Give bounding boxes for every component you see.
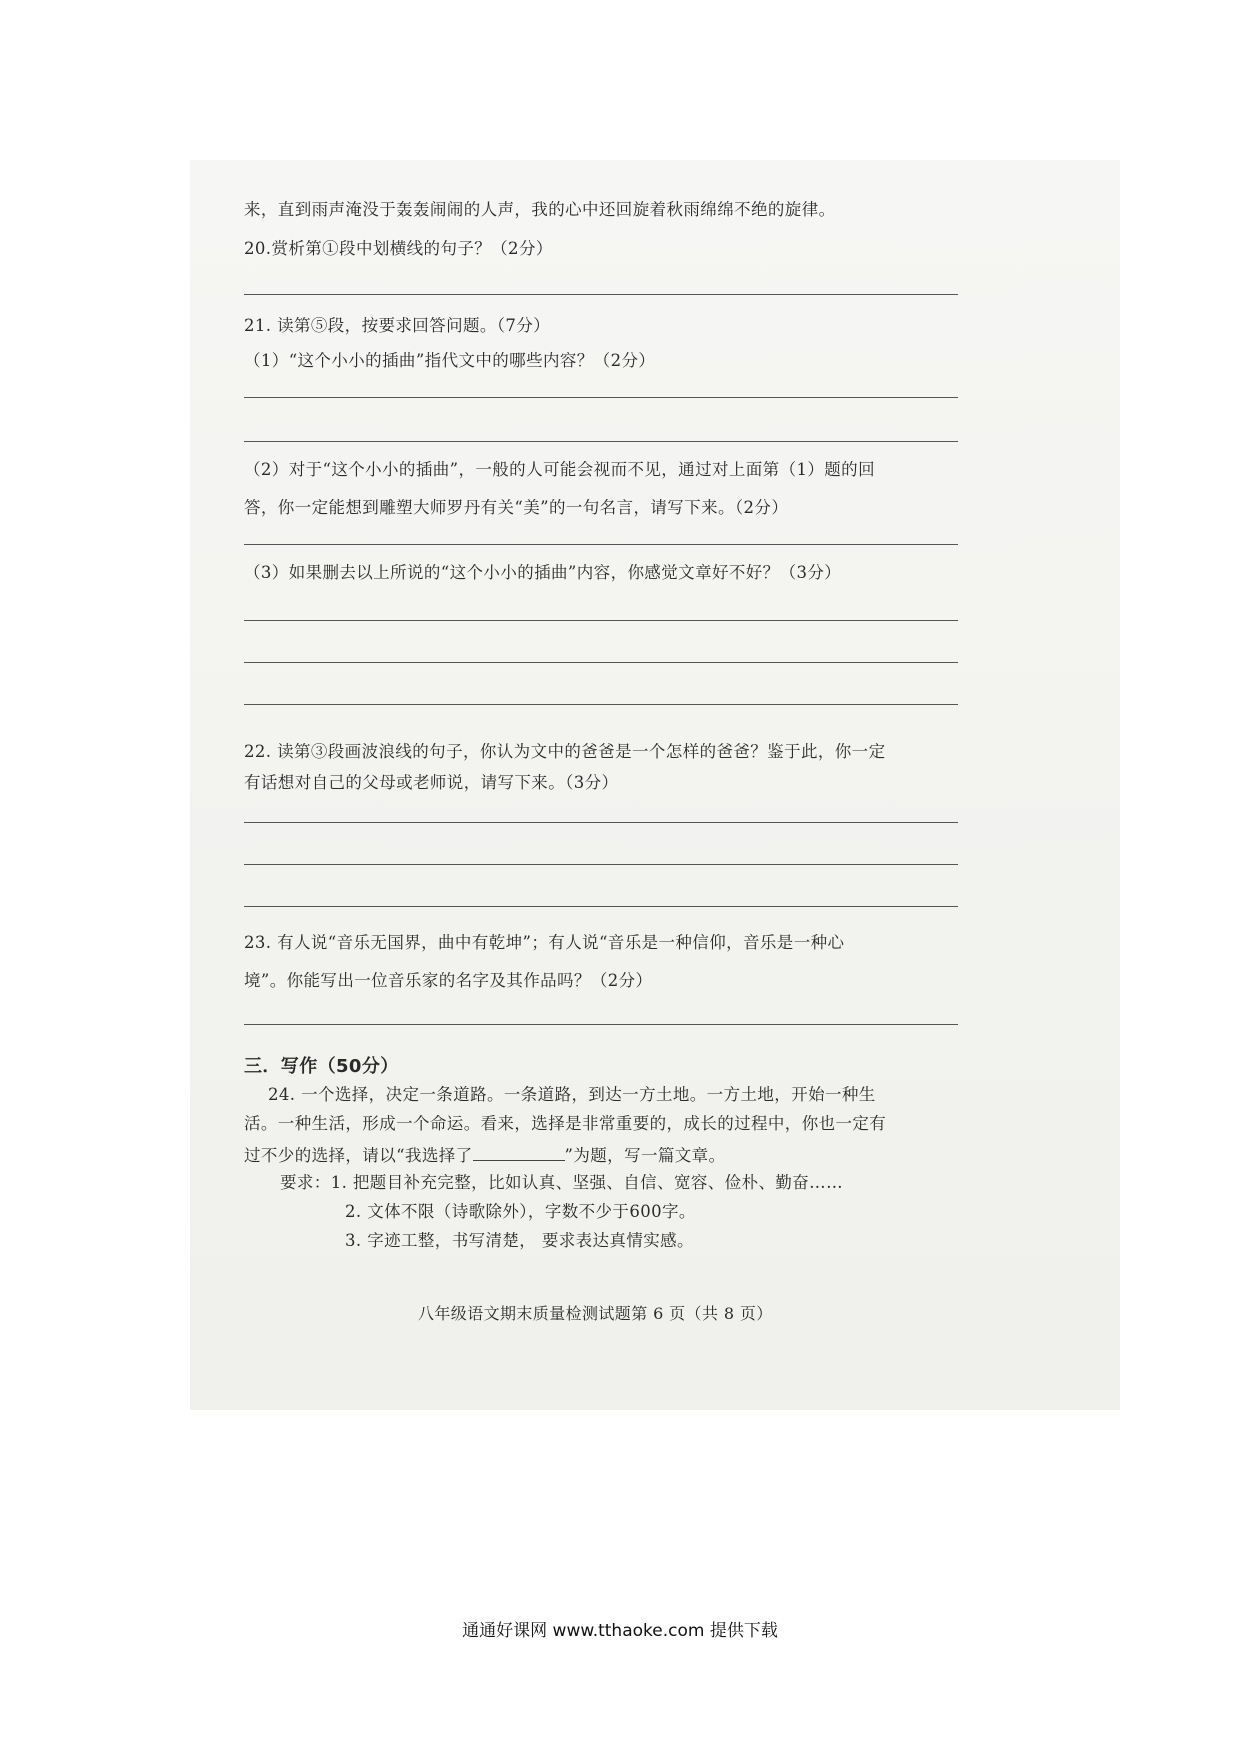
question-23-cont: 境”。你能写出一位音乐家的名字及其作品吗？（2分） [244,971,653,990]
question-20: 20.赏析第①段中划横线的句子？（2分） [244,239,553,258]
answer-line [244,294,958,295]
question-24-line2: 活。一种生活，形成一个命运。看来，选择是非常重要的，成长的过程中，你也一定有 [244,1114,887,1133]
answer-line [244,397,958,398]
prompt-prefix: 过不少的选择，请以“我选择了 [244,1146,473,1165]
answer-line [244,864,958,865]
answer-line [244,822,958,823]
question-21-1: （1）“这个小小的插曲”指代文中的哪些内容？（2分） [244,351,656,370]
section-heading-writing: 三．写作（50分） [244,1056,399,1077]
answer-line [244,620,958,621]
passage-last-line: 来，直到雨声淹没于轰轰闹闹的人声，我的心中还回旋着秋雨绵绵不绝的旋律。 [244,200,836,219]
question-21-2: （2）对于“这个小小的插曲”，一般的人可能会视而不见，通过对上面第（1）题的回 [244,460,875,479]
title-blank [473,1146,565,1161]
download-credit: 通通好课网 www.tthaoke.com 提供下载 [462,1621,778,1641]
answer-line [244,906,958,907]
question-24-line3 [244,1146,725,1165]
prompt-suffix: ”为题，写一篇文章。 [564,1146,726,1165]
requirement-1: 要求：1. 把题目补充完整，比如认真、坚强、自信、宽容、俭朴、勤奋…… [280,1173,843,1192]
question-21-3: （3）如果删去以上所说的“这个小小的插曲”内容，你感觉文章好不好？（3分） [244,563,842,582]
answer-line [244,704,958,705]
question-22-cont: 有话想对自己的父母或老师说，请写下来。（3分） [244,773,619,792]
question-21: 21. 读第⑤段，按要求回答问题。（7分） [244,316,551,335]
question-23: 23. 有人说“音乐无国界，曲中有乾坤”；有人说“音乐是一种信仰，音乐是一种心 [244,933,845,952]
answer-line [244,662,958,663]
answer-line [244,1024,958,1025]
question-22: 22. 读第③段画波浪线的句子，你认为文中的爸爸是一个怎样的爸爸？鉴于此，你一定 [244,742,886,761]
page-footer: 八年级语文期末质量检测试题第 6 页（共 8 页） [418,1304,773,1323]
question-24: 24. 一个选择，决定一条道路。一条道路，到达一方土地。一方土地，开始一种生 [268,1085,876,1104]
question-21-2-cont: 答，你一定能想到雕塑大师罗丹有关“美”的一句名言，请写下来。（2分） [244,498,789,517]
answer-line [244,544,958,545]
requirement-3: 3. 字迹工整，书写清楚， 要求表达真情实感。 [345,1231,694,1250]
answer-line [244,441,958,442]
requirement-2: 2. 文体不限（诗歌除外），字数不少于600字。 [345,1202,696,1221]
